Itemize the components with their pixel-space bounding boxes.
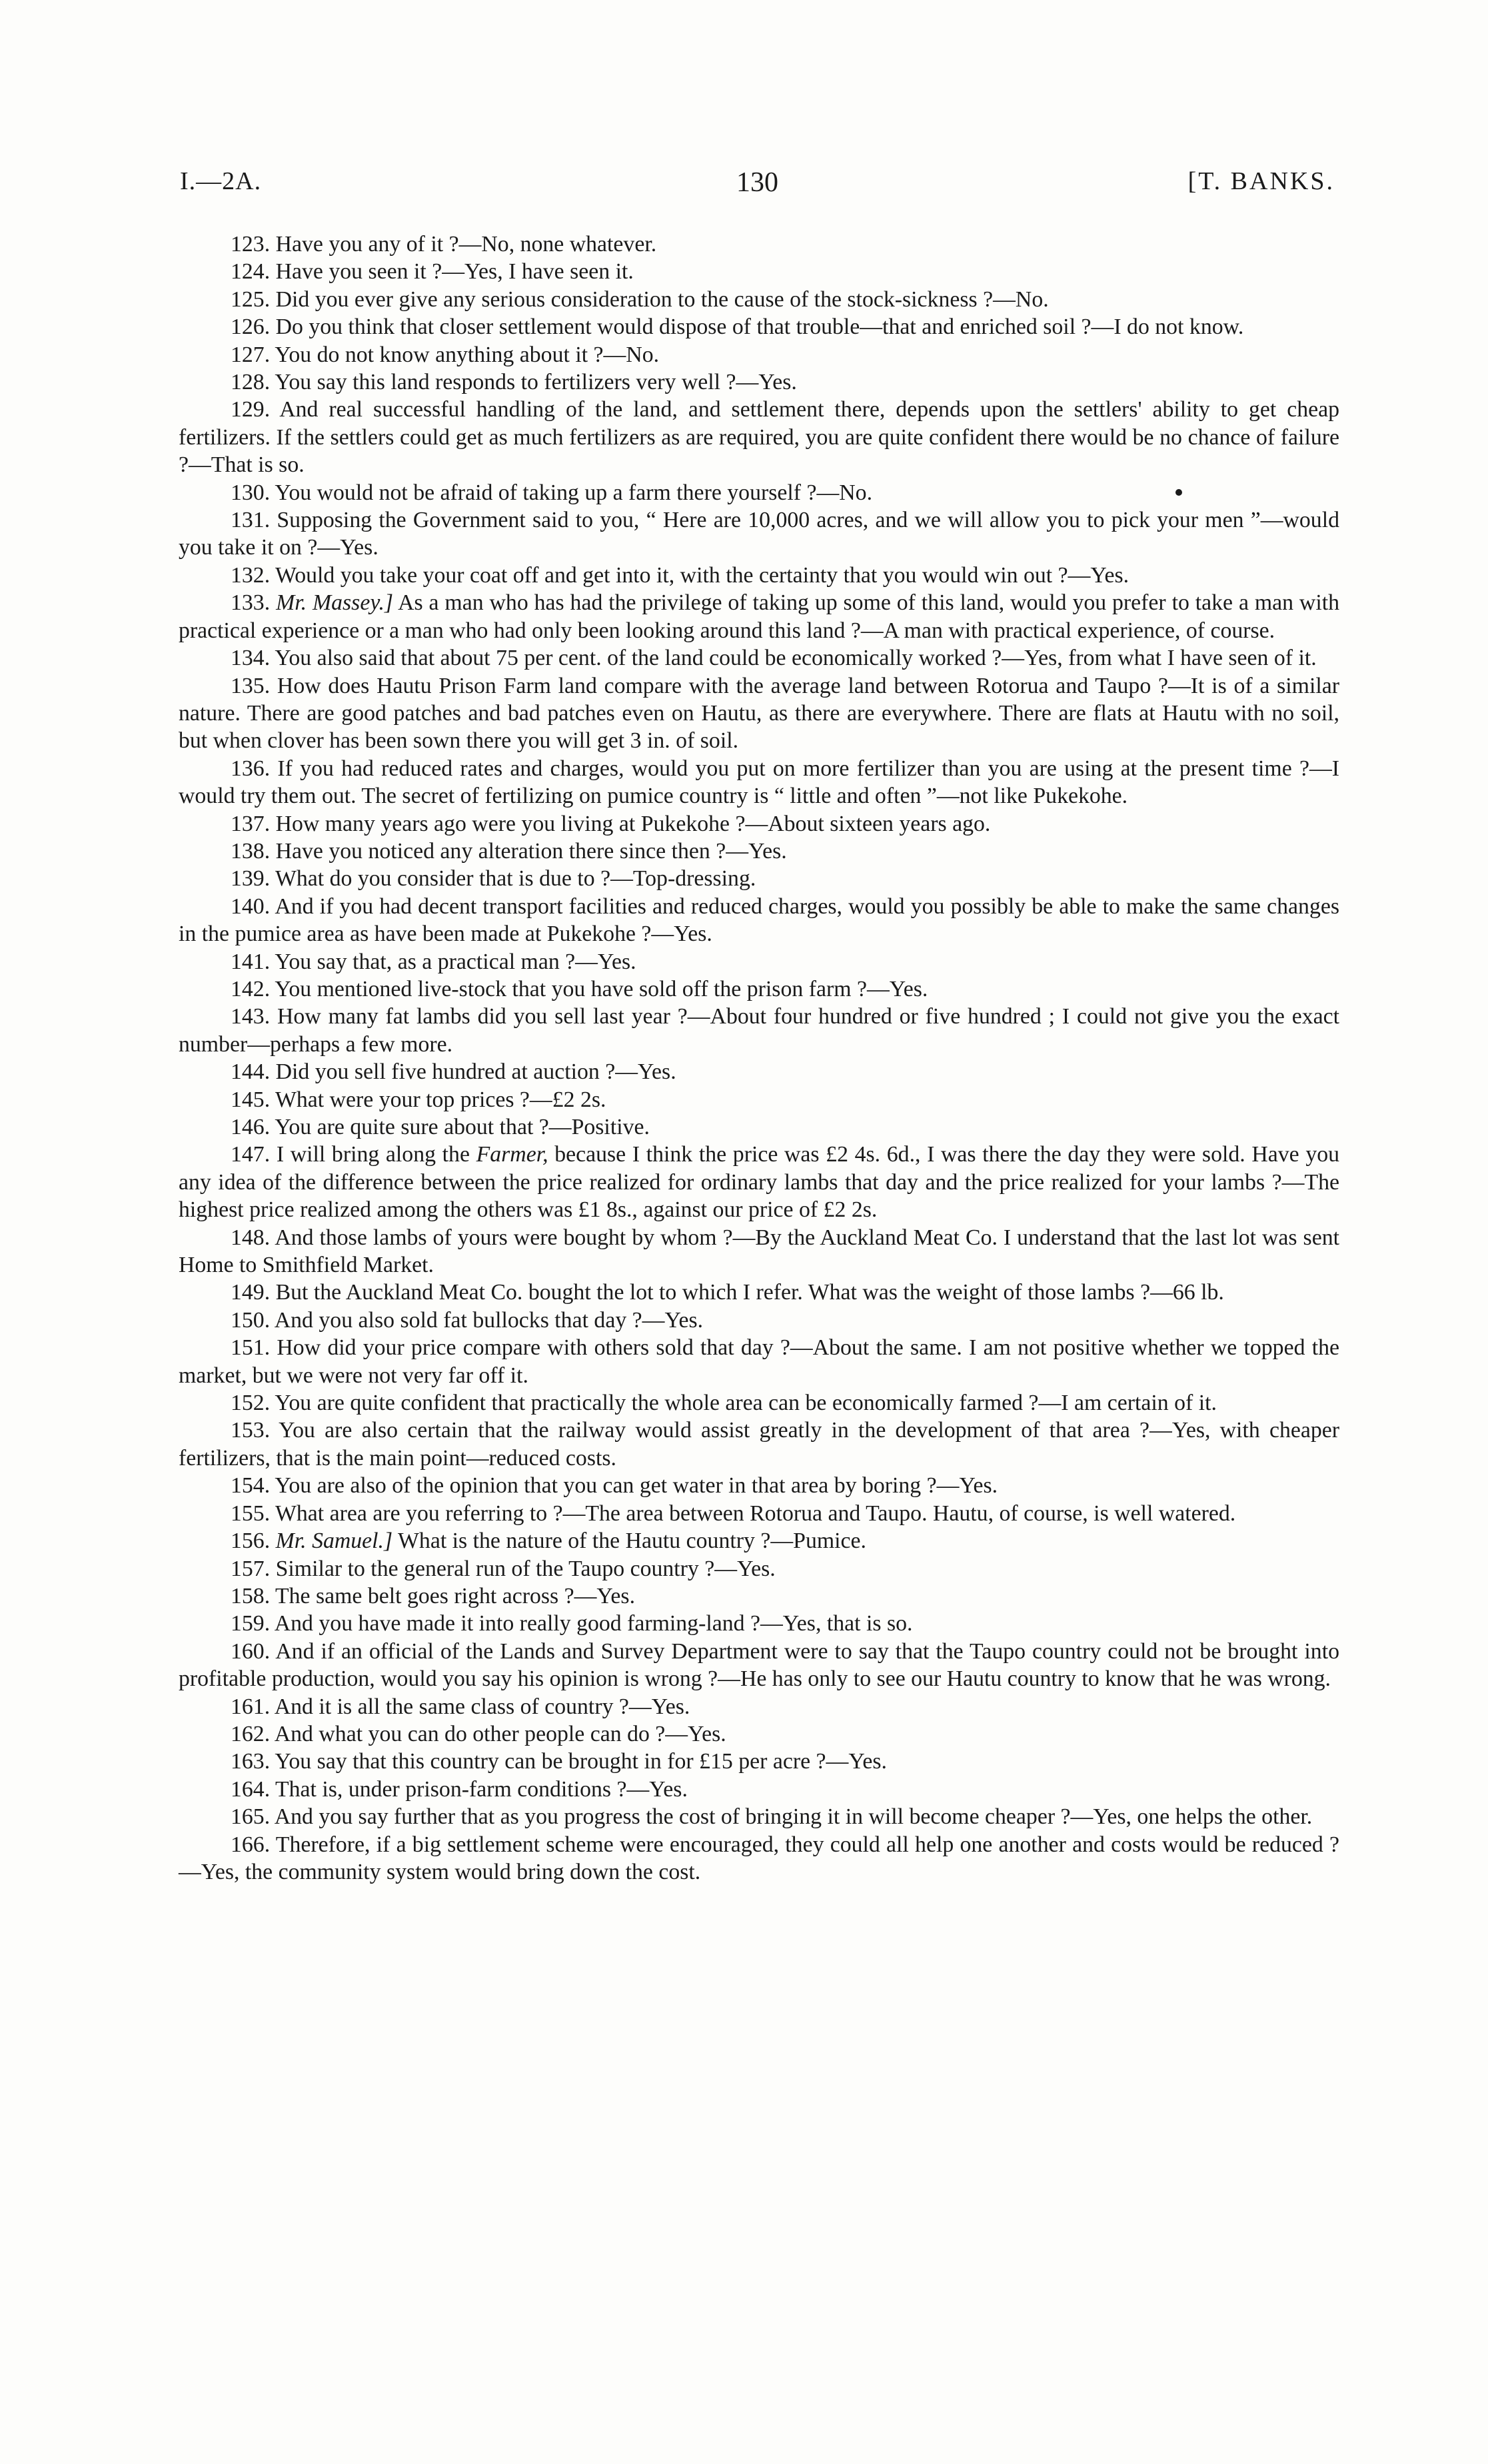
question-and-answer-text: Similar to the general run of the Taupo country ?—Yes. [275,1556,776,1581]
question-number: 134. [231,646,271,671]
question-number: 152. [231,1391,271,1416]
question-entry [179,231,1339,258]
question-and-answer-text: How does Hautu Prison Farm land compare with the average land between Rotorua and Taupo ?—It is of a similar nature. There are good patches and bad patches even on Hautu, as there are everywhere. There are flats at Hautu with no soil, but when clover has been sown there you will get 3 in. of soil. [179,673,1339,754]
question-and-answer-text: Would you take your coat off and get into it, with the certainty that you would win out ?—Yes. [275,562,1129,588]
question-entry [179,1389,1339,1417]
question-number: 161. [231,1694,271,1719]
question-number: 151. [231,1335,271,1361]
question-number: 137. [231,811,271,836]
question-entry [179,1279,1339,1306]
question-and-answer-text: As a man who has had the privilege of taking up some of this land, would you prefer to take a man with practical experience or a man who had only been looking around this land ?—A man with practical experience, of course. [179,590,1339,643]
question-and-answer-text: And you say further that as you progress the cost of bringing it in will become cheaper ?—Yes, one helps the other. [274,1804,1313,1830]
question-number: 126. [231,314,271,340]
question-and-answer-text: How many fat lambs did you sell last year ?—About four hundred or five hundred ; I could not give you the exact number—perhaps a few more. [179,1004,1340,1057]
question-and-answer-text: If you had reduced rates and charges, would you put on more fertilizer than you are using at the present time ?—I would try them out. The secret of fertilizing on pumice country is “ little and often ”—not like Pukekohe. [179,756,1339,809]
question-number: 165. [231,1804,271,1830]
question-entry [179,1113,1339,1141]
question-and-answer-text: Therefore, if a big settlement scheme were encouraged, they could all help one another and costs would be reduced ?—Yes, the community system would bring down the cost. [179,1832,1340,1884]
question-entry [179,1472,1339,1499]
question-and-answer-text: You are quite sure about that ?—Positive. [275,1115,650,1139]
question-entry [179,865,1339,892]
question-entry [179,479,1339,506]
question-entry [179,1500,1339,1527]
question-and-answer-text: And those lambs of yours were bought by whom ?—By the Auckland Meat Co. I understand that the last lot was sent Home to Smithfield Market. [179,1225,1339,1278]
question-number: 135. [231,673,271,698]
question-entry [179,1527,1339,1554]
question-entry [179,1610,1339,1637]
question-number: 157. [231,1556,271,1581]
speaker-name: Mr. Massey.] [276,590,394,616]
question-and-answer-text: You mentioned live-stock that you have sold off the prison farm ?—Yes. [275,976,928,1001]
question-number: 155. [231,1501,271,1526]
question-and-answer-text: You do not know anything about it ?—No. [275,342,660,367]
question-number: 128. [231,370,271,395]
question-and-answer-text: You are quite confident that practically the whole area can be economically farmed ?—I am certain of it. [275,1391,1217,1416]
question-and-answer-text: That is, under prison-farm conditions ?—Yes. [275,1776,688,1802]
question-number: 124. [231,259,271,285]
question-entry [179,341,1339,368]
paper-reference: I.—2A. [180,167,262,195]
question-and-answer-text: How many years ago were you living at Pukekohe ?—About sixteen years ago. [275,811,991,836]
question-entry [179,506,1339,562]
question-and-answer-text: The same belt goes right across ?—Yes. [275,1583,636,1608]
question-entry [179,368,1339,396]
question-number: 141. [231,949,271,974]
question-entry [179,1224,1339,1279]
question-entry [179,589,1339,644]
question-and-answer-text: What area are you referring to ?—The area between Rotorua and Taupo. Hautu, of course, is well watered. [275,1501,1236,1526]
question-number: 131. [231,508,271,533]
publication-title: Farmer, [476,1142,548,1167]
question-number: 162. [231,1721,271,1746]
question-entry [179,1417,1339,1472]
question-entry [179,810,1339,838]
question-entry [179,1334,1339,1389]
question-number: 159. [231,1611,271,1636]
question-entry [179,1831,1339,1886]
question-entry [179,313,1339,340]
question-number: 145. [231,1087,271,1112]
question-entry [179,1748,1339,1775]
question-entry [179,562,1339,589]
question-entry [179,1693,1339,1720]
question-number: 146. [231,1115,271,1139]
question-entry [179,1058,1339,1085]
question-text-lead: I will bring along the [276,1142,470,1167]
question-entry [179,755,1339,810]
question-entry [179,1141,1339,1223]
question-and-answer-text: Have you any of it ?—No, none whatever. [275,232,657,257]
question-number: 139. [231,866,271,892]
question-entry [179,948,1339,975]
question-and-answer-text: And what you can do other people can do ?—Yes. [274,1721,726,1746]
question-entry [179,672,1339,755]
question-number: 136. [231,756,271,781]
question-number: 164. [231,1776,271,1802]
witness-name: [T. BANKS. [1187,167,1335,195]
question-entry [179,893,1339,948]
question-number: 147. [231,1142,271,1167]
question-entry [179,1003,1339,1058]
question-and-answer-text: Have you noticed any alteration there since then ?—Yes. [275,838,787,864]
question-number: 140. [231,894,271,919]
question-number: 149. [231,1280,271,1305]
question-and-answer-text: And you have made it into really good farming-land ?—Yes, that is so. [274,1611,913,1636]
question-and-answer-text: And real successful handling of the land, and settlement there, depends upon the settlers' ability to get cheap fertilizers. If the settlers could get as much fertilizers as are required, you are quite confident there would be no chance of failure ?—That is so. [179,397,1339,478]
question-number: 142. [231,976,271,1001]
question-entry [179,838,1339,865]
question-and-answer-text: You are also of the opinion that you can get water in that area by boring ?—Yes. [275,1473,998,1499]
question-and-answer-text: You would not be afraid of taking up a farm there yourself ?—No. [275,480,873,505]
page-number: 130 [736,167,778,198]
question-number: 132. [231,562,271,588]
testimony-body [179,231,1339,1886]
question-number: 143. [231,1004,271,1029]
question-number: 130. [231,480,271,505]
question-and-answer-text: How did your price compare with others sold that day ?—About the same. I am not positive whether we topped the market, but we were not very far off it. [179,1335,1339,1388]
question-number: 154. [231,1473,271,1499]
question-number: 127. [231,342,271,367]
question-and-answer-text: What were your top prices ?—£2 2s. [275,1087,606,1112]
question-and-answer-text: And you also sold fat bullocks that day ?—Yes. [274,1307,704,1333]
stray-ink-mark [1175,489,1182,496]
question-and-answer-text: What do you consider that is due to ?—Top-dressing. [275,866,756,892]
question-entry [179,1803,1339,1830]
question-and-answer-text: You also said that about 75 per cent. of the land could be economically worked ?—Yes, from what I have seen of it. [275,646,1317,671]
question-and-answer-text: Did you sell five hundred at auction ?—Yes. [275,1059,676,1085]
question-number: 148. [231,1225,271,1250]
question-number: 163. [231,1749,271,1774]
page-header [180,167,1335,207]
question-number: 153. [231,1418,271,1443]
question-and-answer-text: You say this land responds to fertilizers very well ?—Yes. [275,370,797,395]
question-and-answer-text: Supposing the Government said to you, “ Here are 10,000 acres, and we will allow you to pick your men ”—would you take it on ?—Yes. [179,508,1339,560]
question-and-answer-text: Have you seen it ?—Yes, I have seen it. [275,259,634,285]
question-entry [179,644,1339,672]
question-and-answer-text: And if an official of the Lands and Survey Department were to say that the Taupo country could not be brought into profitable production, would you say his opinion is wrong ?—He has only to see our Hautu country to know that he was wrong. [179,1638,1339,1692]
question-and-answer-text: And it is all the same class of country ?—Yes. [274,1694,690,1719]
question-number: 144. [231,1059,271,1085]
question-and-answer-text: You say that this country can be brought in for £15 per acre ?—Yes. [275,1749,887,1774]
question-number: 138. [231,838,271,864]
question-entry [179,1720,1339,1748]
question-entry [179,286,1339,313]
question-and-answer-text: You are also certain that the railway would assist greatly in the development of that area ?—Yes, with cheaper fertilizers, that is the main point—reduced costs. [179,1418,1340,1471]
question-number: 160. [231,1638,271,1664]
question-number: 156. [231,1529,271,1554]
question-number: 150. [231,1307,271,1333]
question-entry [179,1638,1339,1693]
question-number: 158. [231,1583,271,1608]
question-and-answer-text: because I think the price was £2 4s. 6d., I was there the day they were sold. Have you any idea of the difference between the price realized for ordinary lambs that day and the price realized for your lambs ?—The highest price realized among the others was £1 8s., against our price of £2 2s. [179,1142,1340,1223]
question-and-answer-text: But the Auckland Meat Co. bought the lot to which I refer. What was the weight of those lambs ?—66 lb. [275,1280,1224,1305]
question-and-answer-text: And if you had decent transport facilities and reduced charges, would you possibly be able to make the same changes in the pumice area as have been made at Pukekohe ?—Yes. [179,894,1339,947]
question-and-answer-text: What is the nature of the Hautu country ?—Pumice. [398,1529,866,1554]
question-number: 129. [231,397,271,422]
question-number: 166. [231,1832,271,1857]
question-entry [179,1307,1339,1334]
question-entry [179,1582,1339,1610]
question-number: 133. [231,590,271,616]
question-entry [179,396,1339,478]
question-number: 125. [231,287,271,312]
question-entry [179,975,1339,1003]
question-number: 123. [231,232,271,257]
question-entry [179,258,1339,285]
question-and-answer-text: Do you think that closer settlement would dispose of that trouble—that and enriched soil ?—I do not know. [275,314,1244,340]
question-entry [179,1776,1339,1803]
question-entry [179,1086,1339,1113]
question-entry [179,1555,1339,1582]
speaker-name: Mr. Samuel.] [275,1529,393,1554]
question-and-answer-text: Did you ever give any serious consideration to the cause of the stock-sickness ?—No. [275,287,1049,312]
question-and-answer-text: You say that, as a practical man ?—Yes. [275,949,636,974]
